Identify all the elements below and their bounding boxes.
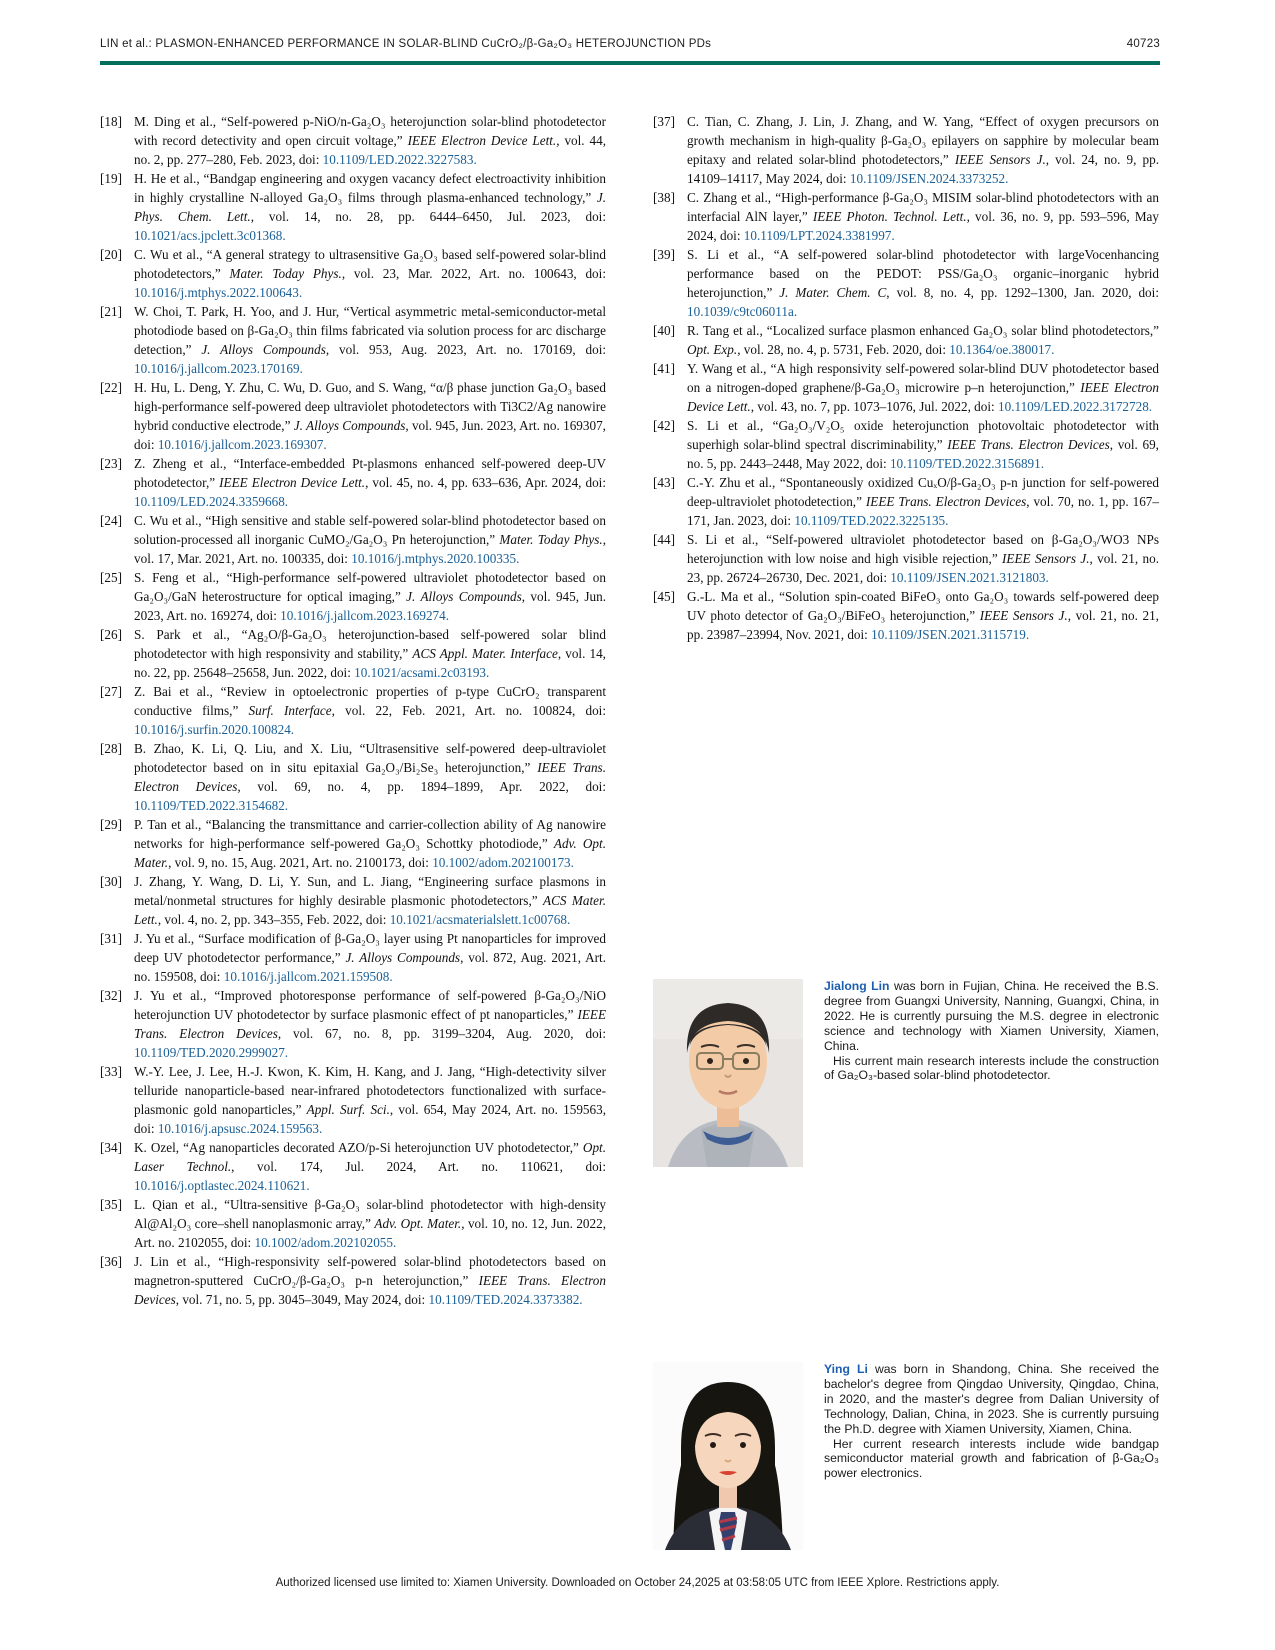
doi-link[interactable]: 10.1016/j.apsusc.2024.159563. xyxy=(157,1121,323,1136)
bio-body: was born in Fujian, China. He received the B.S. degree from Guangxi University, Nanning, Guangxi, China, in 2022. He is currently pursuing the M.S. degree in electronic science and technology with Xiamen University, Xiamen, China. xyxy=(824,979,1159,1053)
journal-name: IEEE Electron Device Lett. xyxy=(219,475,366,490)
author-bio-jialong-lin xyxy=(653,979,1159,1167)
reference-text xyxy=(687,530,1159,587)
doi-link[interactable]: 10.1109/TED.2022.3154682. xyxy=(134,798,289,813)
reference-fragment: , vol. 174, Jul. 2024, Art. no. 110621, doi: xyxy=(231,1159,606,1174)
reference-number: [23] xyxy=(100,456,122,471)
author-bio-ying-li xyxy=(653,1362,1159,1550)
reference-fragment: P. Tan et al., “Balancing the transmittance and carrier-collection ability of Ag nanowire networks for high-performance self-powered Ga₂O₃ Schottky photodiode,” xyxy=(134,817,606,851)
doi-link[interactable]: 10.1039/c9tc06011a. xyxy=(687,304,798,319)
doi-link[interactable]: 10.1109/LED.2022.3227583. xyxy=(322,152,477,167)
doi-link[interactable]: 10.1109/TED.2020.2999027. xyxy=(134,1045,289,1060)
bio-text xyxy=(824,1362,1159,1550)
reference-number: [43] xyxy=(653,475,675,490)
journal-name: J. Mater. Chem. C xyxy=(779,285,887,300)
reference-number: [22] xyxy=(100,380,122,395)
reference-fragment: , vol. 14, no. 28, pp. 6444–6450, Jul. 2023, doi: xyxy=(250,209,606,224)
reference-fragment: , vol. 14, no. 22, pp. 25648–25658, Jun. 2022, doi: xyxy=(134,646,606,680)
reference-fragment: , vol. 43, no. 7, pp. 1073–1076, Jul. 2022, doi: xyxy=(750,399,998,414)
reference-number: [32] xyxy=(100,988,122,1003)
author-name: Ying Li xyxy=(824,1362,868,1376)
reference-fragment: H. Hu, L. Deng, Y. Zhu, C. Wu, D. Guo, and S. Wang, “α/β phase junction Ga₂O₃ based high-performance self-powered deep ultraviolet photodetectors with Ti3C2/Ag nanowire hybrid conductive electrode,” xyxy=(134,380,606,433)
reference-fragment: Z. Bai et al., “Review in optoelectronic properties of p-type CuCrO₂ transparent conductive films,” xyxy=(134,684,606,718)
doi-link[interactable]: 10.1109/LED.2024.3359668. xyxy=(134,494,289,509)
reference-text xyxy=(134,568,606,625)
reference-fragment: , vol. 67, no. 8, pp. 3199–3204, Aug. 2020, doi: xyxy=(277,1026,606,1041)
references-column-right xyxy=(653,112,1159,644)
reference-number: [29] xyxy=(100,817,122,832)
reference-text xyxy=(687,112,1159,188)
reference-number: [44] xyxy=(653,532,675,547)
reference-fragment: , vol. 28, no. 4, p. 5731, Feb. 2020, doi: xyxy=(737,342,950,357)
reference-fragment: , vol. 24, no. 9, pp. 14109–14117, May 2024, doi: xyxy=(687,152,1159,186)
reference-fragment: C.-Y. Zhu et al., “Spontaneously oxidized CuₓO/β-Ga₂O₃ p-n junction for self-powered deep-ultraviolet photodetection,” xyxy=(687,475,1159,509)
reference-number: [27] xyxy=(100,684,122,699)
reference-text xyxy=(134,1252,606,1309)
page-number: 40723 xyxy=(1126,38,1160,50)
reference-fragment: , vol. 17, Mar. 2021, Art. no. 100335, doi: xyxy=(134,532,606,566)
reference-text xyxy=(687,321,1159,359)
journal-name: Opt. Laser Technol. xyxy=(134,1140,606,1174)
reference-fragment: H. He et al., “Bandgap engineering and oxygen vacancy defect electroactivity inhibition in highly crystalline N-alloyed Ga₂O₃ films through plasma-enhanced technology,” xyxy=(134,171,606,205)
reference-fragment: , vol. 45, no. 4, pp. 633–636, Apr. 2024, doi: xyxy=(365,475,607,490)
reference-number: [36] xyxy=(100,1254,122,1269)
reference-fragment: J. Zhang, Y. Wang, D. Li, Y. Sun, and L. Jiang, “Engineering surface plasmons in metal/nonmetal structures for highly desirable plasmonic photodetectors,” xyxy=(134,874,606,908)
reference-item xyxy=(653,321,1159,359)
reference-fragment: K. Ozel, “Ag nanoparticles decorated AZO/p-Si heterojunction UV photodetector,” xyxy=(134,1140,583,1155)
reference-number: [28] xyxy=(100,741,122,756)
reference-number: [45] xyxy=(653,589,675,604)
journal-name: ACS Appl. Mater. Interface xyxy=(412,646,558,661)
portrait-man-illustration xyxy=(653,979,803,1167)
doi-link[interactable]: 10.1021/acsami.2c03193. xyxy=(354,665,490,680)
reference-text xyxy=(134,378,606,454)
reference-item xyxy=(653,245,1159,321)
reference-fragment: Y. Wang et al., “A high responsivity self-powered solar-blind DUV photodetector based on a nitrogen-doped graphene/β-Ga₂O₃ microwire p–n heterojunction,” xyxy=(687,361,1159,395)
reference-item xyxy=(100,815,606,872)
journal-name: IEEE Sensors J. xyxy=(979,608,1068,623)
doi-link[interactable]: 10.1109/JSEN.2024.3373252. xyxy=(849,171,1009,186)
reference-item xyxy=(100,245,606,302)
reference-number: [33] xyxy=(100,1064,122,1079)
journal-name: J. Alloys Compounds xyxy=(345,950,461,965)
reference-number: [35] xyxy=(100,1197,122,1212)
reference-fragment: , vol. 23, Mar. 2022, Art. no. 100643, doi: xyxy=(341,266,606,281)
journal-name: IEEE Trans. Electron Devices xyxy=(134,760,606,794)
journal-name: Mater. Today Phys. xyxy=(499,532,603,547)
journal-name: IEEE Trans. Electron Devices xyxy=(134,1273,606,1307)
reference-text xyxy=(687,416,1159,473)
journal-name: Appl. Surf. Sci. xyxy=(306,1102,390,1117)
doi-link[interactable]: 10.1016/j.mtphys.2022.100643. xyxy=(134,285,303,300)
reference-fragment: Z. Zheng et al., “Interface-embedded Pt-plasmons enhanced self-powered deep-UV photodetector,” xyxy=(134,456,606,490)
reference-fragment: J. Lin et al., “High-responsivity self-powered solar-blind photodetectors based on magnetron-sputtered CuCrO₂/β-Ga₂O₃ p-n heterojunction,” xyxy=(134,1254,606,1288)
reference-item xyxy=(653,359,1159,416)
reference-fragment: J. Yu et al., “Surface modification of β-Ga₂O₃ layer using Pt nanoparticles for improved deep UV photodetector performance,” xyxy=(134,931,606,965)
reference-text xyxy=(134,1195,606,1252)
header-rule xyxy=(100,61,1160,65)
running-head xyxy=(100,38,1160,50)
reference-text xyxy=(134,169,606,245)
doi-link[interactable]: 10.1016/j.jallcom.2023.170169. xyxy=(134,361,303,376)
reference-text xyxy=(134,245,606,302)
license-footer: Authorized licensed use limited to: Xiamen University. Downloaded on October 24,2025 at 03:58:05 UTC from IEEE Xplore. Restrictions apply. xyxy=(275,1577,1000,1589)
doi-link[interactable]: 10.1021/acsmaterialslett.1c00768. xyxy=(389,912,571,927)
reference-item xyxy=(653,530,1159,587)
reference-number: [21] xyxy=(100,304,122,319)
reference-item xyxy=(100,682,606,739)
reference-item xyxy=(100,625,606,682)
references-column-left xyxy=(100,112,606,1309)
journal-name: Opt. Exp. xyxy=(687,342,738,357)
reference-fragment: , vol. 36, no. 9, pp. 593–596, May 2024, doi: xyxy=(687,209,1159,243)
doi-link[interactable]: 10.1364/oe.380017. xyxy=(949,342,1055,357)
journal-name: IEEE Photon. Technol. Lett. xyxy=(812,209,967,224)
journal-name: Surf. Interface xyxy=(248,703,332,718)
reference-text xyxy=(134,112,606,169)
doi-link[interactable]: 10.1002/adom.202102055. xyxy=(254,1235,397,1250)
reference-fragment: , vol. 21, no. 23, pp. 26724–26730, Dec. 2021, doi: xyxy=(687,551,1159,585)
reference-text xyxy=(134,872,606,929)
doi-link[interactable]: 10.1016/j.jallcom.2023.169274. xyxy=(280,608,450,623)
reference-number: [37] xyxy=(653,114,675,129)
reference-fragment: C. Tian, C. Zhang, J. Lin, J. Zhang, and W. Yang, “Effect of oxygen precursors on growth mechanism in high-quality β-Ga₂O₃ epilayers on sapphire by molecular beam epitaxy and related solar-blind photodetectors,” xyxy=(687,114,1159,167)
reference-text xyxy=(687,473,1159,530)
bio-text xyxy=(824,979,1159,1167)
reference-number: [25] xyxy=(100,570,122,585)
reference-text xyxy=(687,359,1159,416)
reference-item xyxy=(100,511,606,568)
reference-text xyxy=(134,1138,606,1195)
reference-fragment: S. Li et al., “Self-powered ultraviolet photodetector based on β-Ga₂O₃/WO3 NPs heterojunction with low noise and high visible rejection,” xyxy=(687,532,1159,566)
reference-number: [38] xyxy=(653,190,675,205)
journal-name: IEEE Electron Device Lett. xyxy=(687,380,1159,414)
doi-link[interactable]: 10.1109/JSEN.2021.3121803. xyxy=(890,570,1049,585)
bio-paragraph-1 xyxy=(824,1362,1159,1437)
bio-paragraph-2: His current main research interests include the construction of Ga₂O₃-based solar-blind photodetector. xyxy=(824,1053,1159,1083)
reference-fragment: B. Zhao, K. Li, Q. Liu, and X. Liu, “Ultrasensitive self-powered deep-ultraviolet photodetector based on in situ epitaxial Ga₂O₃/Bi₂Se₃ heterojunction,” xyxy=(134,741,606,775)
journal-name: J. Phys. Chem. Lett. xyxy=(134,190,606,224)
reference-text xyxy=(134,511,606,568)
reference-text xyxy=(134,625,606,682)
bio-body: was born in Shandong, China. She received the bachelor's degree from Qingdao University, Qingdao, China, in 2020, and the master's degree from Dalian University of Technology, Dalian, China, in 2023. She is currently pursuing the Ph.D. degree with Xiamen University, Xiamen, China. xyxy=(824,1362,1160,1436)
author-photo-ying-li xyxy=(653,1362,803,1550)
reference-fragment: , vol. 945, Jun. 2023, Art. no. 169274, doi: xyxy=(134,589,606,623)
reference-number: [40] xyxy=(653,323,675,338)
journal-name: IEEE Electron Device Lett. xyxy=(407,133,557,148)
journal-name: IEEE Sensors J. xyxy=(1002,551,1090,566)
reference-item xyxy=(100,1138,606,1195)
doi-link[interactable]: 10.1021/acs.jpclett.3c01368. xyxy=(134,228,286,243)
reference-fragment: , vol. 70, no. 1, pp. 167–171, Jan. 2023, doi: xyxy=(687,494,1159,528)
reference-text xyxy=(134,986,606,1062)
reference-number: [24] xyxy=(100,513,122,528)
reference-text xyxy=(134,454,606,511)
author-photo-jialong-lin xyxy=(653,979,803,1167)
reference-item xyxy=(653,587,1159,644)
reference-fragment: , vol. 22, Feb. 2021, Art. no. 100824, doi: xyxy=(331,703,606,718)
reference-fragment: , vol. 69, no. 5, pp. 2443–2448, May 2022, doi: xyxy=(687,437,1159,471)
journal-name: IEEE Sensors J. xyxy=(954,152,1046,167)
doi-link[interactable]: 10.1016/j.jallcom.2023.169307. xyxy=(157,437,327,452)
reference-fragment: C. Wu et al., “High sensitive and stable self-powered solar-blind photodetector based on solution-processed all inorganic CuMO₂/Ga₂O₃ Pn heterojunction,” xyxy=(134,513,606,547)
reference-fragment: M. Ding et al., “Self-powered p-NiO/n-Ga₂O₃ heterojunction solar-blind photodetector with record detectivity and open circuit voltage,” xyxy=(134,114,606,148)
reference-fragment: , vol. 21, no. 21, pp. 23987–23994, Nov. 2021, doi: xyxy=(687,608,1159,642)
doi-link[interactable]: 10.1002/adom.202100173. xyxy=(432,855,574,870)
journal-name: ACS Mater. Lett. xyxy=(134,893,606,927)
reference-item xyxy=(100,378,606,454)
journal-name: J. Alloys Compounds xyxy=(406,589,522,604)
journal-name: IEEE Trans. Electron Devices xyxy=(865,494,1027,509)
reference-item xyxy=(100,169,606,245)
doi-link[interactable]: 10.1109/LPT.2024.3381997. xyxy=(743,228,895,243)
reference-number: [31] xyxy=(100,931,122,946)
reference-item xyxy=(100,112,606,169)
reference-fragment: , vol. 654, May 2024, Art. no. 159563, doi: xyxy=(134,1102,606,1136)
reference-fragment: , vol. 10, no. 12, Jun. 2022, Art. no. 2102055, doi: xyxy=(134,1216,606,1250)
journal-name: Adv. Opt. Mater. xyxy=(374,1216,462,1231)
reference-item xyxy=(100,454,606,511)
reference-text xyxy=(134,682,606,739)
doi-link[interactable]: 10.1016/j.jallcom.2021.159508. xyxy=(223,969,393,984)
reference-fragment: , vol. 8, no. 4, pp. 1292–1300, Jan. 2020, doi: xyxy=(886,285,1159,300)
reference-item xyxy=(653,473,1159,530)
reference-item xyxy=(100,302,606,378)
reference-fragment: , vol. 4, no. 2, pp. 343–355, Feb. 2022, doi: xyxy=(157,912,390,927)
reference-fragment: , vol. 872, Aug. 2021, Art. no. 159508, doi: xyxy=(134,950,606,984)
reference-number: [41] xyxy=(653,361,675,376)
doi-link[interactable]: 10.1109/TED.2022.3225135. xyxy=(794,513,949,528)
reference-item xyxy=(100,568,606,625)
reference-fragment: W. Choi, T. Park, H. Yoo, and J. Hur, “Vertical asymmetric metal-semiconductor-metal photodiode based on β-Ga₂O₃ thin films fabricated via solution process for arc discharge detection,” xyxy=(134,304,606,357)
reference-fragment: , vol. 9, no. 15, Aug. 2021, Art. no. 2100173, doi: xyxy=(168,855,433,870)
reference-number: [18] xyxy=(100,114,122,129)
reference-fragment: S. Feng et al., “High-performance self-powered ultraviolet photodetector based on Ga₂O₃/GaN heterostructure for optical imaging,” xyxy=(134,570,606,604)
reference-fragment: , vol. 44, no. 2, pp. 277–280, Feb. 2023, doi: xyxy=(134,133,606,167)
author-name: Jialong Lin xyxy=(824,979,890,993)
journal-name: Mater. Today Phys. xyxy=(229,266,342,281)
reference-number: [39] xyxy=(653,247,675,262)
reference-fragment: R. Tang et al., “Localized surface plasmon enhanced Ga₂O₃ solar blind photodetectors,” xyxy=(687,323,1159,338)
reference-item xyxy=(653,112,1159,188)
reference-fragment: , vol. 953, Aug. 2023, Art. no. 170169, doi: xyxy=(325,342,607,357)
reference-item xyxy=(100,1195,606,1252)
journal-name: Adv. Opt. Mater. xyxy=(134,836,606,870)
reference-item xyxy=(653,416,1159,473)
doi-link[interactable]: 10.1109/TED.2022.3156891. xyxy=(889,456,1045,471)
reference-item xyxy=(100,929,606,986)
reference-number: [34] xyxy=(100,1140,122,1155)
reference-item xyxy=(100,739,606,815)
journal-name: J. Alloys Compounds xyxy=(201,342,326,357)
doi-link[interactable]: 10.1016/j.mtphys.2020.100335. xyxy=(351,551,520,566)
reference-fragment: C. Zhang et al., “High-performance β-Ga₂O₃ MISIM solar-blind photodetectors with an interfacial AlN layer,” xyxy=(687,190,1159,224)
reference-fragment: , vol. 69, no. 4, pp. 1894–1899, Apr. 2022, doi: xyxy=(237,779,606,794)
bio-paragraph-2: Her current research interests include wide bandgap semiconductor material growth and fabrication of β-Ga₂O₃ power electronics. xyxy=(824,1436,1159,1481)
bio-paragraph-1 xyxy=(824,979,1159,1054)
doi-link[interactable]: 10.1016/j.optlastec.2024.110621. xyxy=(134,1178,310,1193)
journal-name: IEEE Trans. Electron Devices xyxy=(134,1007,606,1041)
reference-item xyxy=(100,1062,606,1138)
reference-fragment: S. Li et al., “A self-powered solar-blind photodetector with largeVocenhancing performance based on the PEDOT: PSS/Ga₂O₃ organic–inorganic hybrid heterojunction,” xyxy=(687,247,1159,300)
doi-link[interactable]: 10.1016/j.surfin.2020.100824. xyxy=(134,722,295,737)
reference-text xyxy=(134,739,606,815)
reference-fragment: , vol. 945, Jun. 2023, Art. no. 169307, doi: xyxy=(134,418,606,452)
reference-item xyxy=(100,1252,606,1309)
reference-fragment: C. Wu et al., “A general strategy to ultrasensitive Ga₂O₃ based self-powered solar-blind photodetectors,” xyxy=(134,247,606,281)
reference-number: [20] xyxy=(100,247,122,262)
reference-number: [19] xyxy=(100,171,122,186)
reference-fragment: L. Qian et al., “Ultra-sensitive β-Ga₂O₃ solar-blind photodetector with high-density Al@Al₂O₃ core–shell nanoplasmonic array,” xyxy=(134,1197,606,1231)
reference-fragment: J. Yu et al., “Improved photoresponse performance of self-powered β-Ga₂O₃/NiO heterojunction UV photodetector by surface plasmonic effect of pt nanoparticles,” xyxy=(134,988,606,1022)
doi-link[interactable]: 10.1109/TED.2024.3373382. xyxy=(428,1292,583,1307)
doi-link[interactable]: 10.1109/JSEN.2021.3115719. xyxy=(871,627,1030,642)
journal-name: IEEE Trans. Electron Devices xyxy=(947,437,1110,452)
reference-fragment: S. Li et al., “Ga₂O₃/V₂O₅ oxide heterojunction photovoltaic photodetector with superhigh solar-blind spectral discriminability,” xyxy=(687,418,1159,452)
reference-fragment: S. Park et al., “Ag₂O/β-Ga₂O₃ heterojunction-based self-powered solar blind photodetector with high responsivity and stability,” xyxy=(134,627,606,661)
reference-number: [42] xyxy=(653,418,675,433)
doi-link[interactable]: 10.1109/LED.2022.3172728. xyxy=(998,399,1153,414)
reference-fragment: G.-L. Ma et al., “Solution spin-coated BiFeO₃ onto Ga₂O₃ towards self-powered deep UV photo detector of Ga₂O₃/BiFeO₃ heterojunction,” xyxy=(687,589,1159,623)
reference-item xyxy=(653,188,1159,245)
reference-item xyxy=(100,986,606,1062)
reference-text xyxy=(134,302,606,378)
reference-number: [26] xyxy=(100,627,122,642)
reference-fragment: W.-Y. Lee, J. Lee, H.-J. Kwon, K. Kim, H. Kang, and J. Jang, “High-detectivity silver telluride nanoparticle-based near-infrared photodetectors functionalized with surface-plasmonic gold nanoparticles,” xyxy=(134,1064,606,1117)
reference-item xyxy=(100,872,606,929)
reference-text xyxy=(134,1062,606,1138)
reference-number: [30] xyxy=(100,874,122,889)
reference-text xyxy=(687,587,1159,644)
reference-text xyxy=(687,245,1159,321)
reference-text xyxy=(134,929,606,986)
reference-text xyxy=(687,188,1159,245)
journal-name: J. Alloys Compounds xyxy=(293,418,406,433)
portrait-woman-illustration xyxy=(653,1362,803,1550)
reference-text xyxy=(134,815,606,872)
running-head-title: LIN et al.: PLASMON-ENHANCED PERFORMANCE IN SOLAR-BLIND CuCrO₂/β-Ga₂O₃ HETEROJUNCTION PDs xyxy=(100,38,712,50)
reference-fragment: , vol. 71, no. 5, pp. 3045–3049, May 2024, doi: xyxy=(175,1292,429,1307)
